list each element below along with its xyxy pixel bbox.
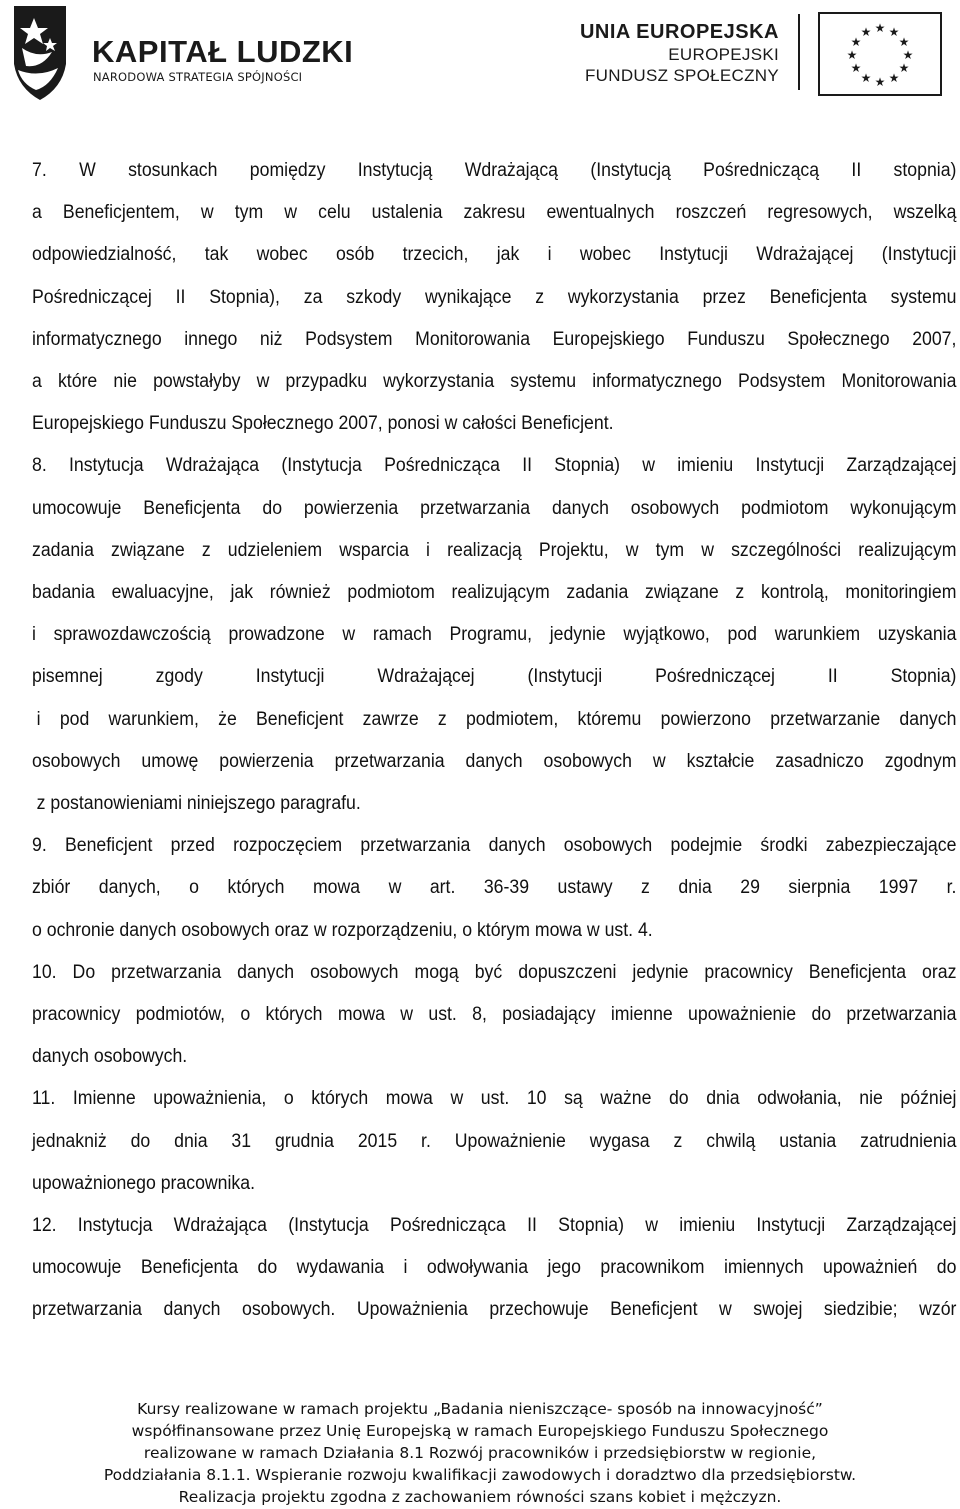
paragraph-9 (32, 825, 956, 952)
svg-text:★: ★ (898, 61, 910, 75)
paragraph-line: jednakniż do dnia 31 grudnia 2015 r. Upoważnienie wygasa z chwilą ustania zatrudnienia (32, 1130, 957, 1152)
paragraph-line: a Beneficjentem, w tym w celu ustalenia zakresu ewentualnych roszczeń regresowych, wszelką (32, 202, 957, 224)
paragraph-line: a które nie powstałyby w przypadku wykorzystania systemu informatycznego Podsystem Monitorowania (32, 371, 957, 393)
paragraph-line: osobowych umowę powierzenia przetwarzania danych osobowych w kształcie zasadniczo zgodnym (32, 750, 957, 772)
paragraph-line: 9. Beneficjent przed rozpoczęciem przetwarzania danych osobowych podejmie środki zabezpieczające (32, 835, 957, 857)
paragraph-line: badania ewaluacyjne, jak również podmiotom realizującym zadania związane z kontrolą, monitoringiem (32, 582, 957, 604)
paragraph-line: z postanowieniami niniejszego paragrafu. (36, 793, 361, 815)
svg-text:★: ★ (874, 21, 886, 35)
paragraph-line: odpowiedzialność, tak wobec osób trzecich, jak i wobec Instytucji Wdrażającej (Instytucji (32, 244, 957, 266)
footer-line: Kursy realizowane w ramach projektu „Badania nieniszczące- sposób na innowacyjność” (137, 1400, 823, 1418)
paragraph-7 (32, 150, 956, 445)
eu-logo-divider (798, 14, 800, 90)
svg-text:★: ★ (888, 25, 900, 39)
page-header (0, 0, 960, 110)
svg-text:★: ★ (850, 61, 862, 75)
paragraph-line: Pośredniczącej II Stopnia), za szkody wynikające z wykorzystania przez Beneficjenta systemu (32, 286, 957, 308)
footer-line: Realizacja projektu zgodna z zachowaniem równości szans kobiet i mężczyzn. (178, 1488, 782, 1506)
paragraph-line: informatycznego innego niż Podsystem Monitorowania Europejskiego Funduszu Społecznego 2007, (32, 328, 957, 350)
paragraph-line: i pod warunkiem, że Beneficjent zawrze z podmiotem, któremu powierzono przetwarzanie danych (36, 708, 957, 730)
paragraph-8 (32, 445, 956, 825)
paragraph-line: zbiór danych, o których mowa w art. 36-39 ustawy z dnia 29 sierpnia 1997 r. (32, 877, 957, 899)
svg-text:★: ★ (860, 71, 872, 85)
document-body (32, 150, 956, 1332)
paragraph-line: 12. Instytucja Wdrażająca (Instytucja Pośrednicząca II Stopnia) w imieniu Instytucji Zarządzającej (32, 1215, 957, 1237)
kapital-ludzki-subtitle: NARODOWA STRATEGIA SPÓJNOŚCI (93, 70, 303, 84)
eu-logo-line3: FUNDUSZ SPOŁECZNY (584, 66, 779, 85)
paragraph-line: pisemnej zgody Instytucji Wdrażającej (Instytucji Pośredniczącej II Stopnia) (32, 666, 957, 688)
page-footer (0, 1398, 960, 1508)
footer-line: realizowane w ramach Działania 8.1 Rozwój pracowników i przedsiębiorstw w regionie, (143, 1444, 817, 1462)
paragraph-11 (32, 1078, 956, 1205)
svg-text:★: ★ (902, 48, 914, 62)
paragraph-line: 10. Do przetwarzania danych osobowych mogą być dopuszczeni jedynie pracownicy Beneficjenta oraz (32, 961, 957, 983)
paragraph-line: zadania związane z udzieleniem wsparcia i realizacją Projektu, w tym w szczególności realizującym (32, 539, 957, 561)
paragraph-line: i sprawozdawczością prowadzone w ramach Programu, jedynie wyjątkowo, pod warunkiem uzyskania (32, 624, 957, 646)
paragraph-line: 8. Instytucja Wdrażająca (Instytucja Pośrednicząca II Stopnia) w imieniu Instytucji Zarządzającej (32, 455, 957, 477)
kapital-ludzki-logo (0, 4, 354, 104)
svg-text:★: ★ (898, 35, 910, 49)
eu-logo-line1: UNIA EUROPEJSKA (579, 21, 779, 43)
paragraph-line: Europejskiego Funduszu Społecznego 2007, ponosi w całości Beneficjent. (32, 413, 614, 435)
paragraph-line: pracownicy podmiotów, o których mowa w ust. 8, posiadający imienne upoważnienie do przetwarzania (32, 1004, 957, 1026)
paragraph-line: 7. W stosunkach pomiędzy Instytucją Wdrażającą (Instytucją Pośredniczącą II stopnia) (32, 160, 957, 181)
paragraph-line: danych osobowych. (32, 1046, 188, 1068)
svg-text:★: ★ (888, 71, 900, 85)
svg-text:★: ★ (860, 25, 872, 39)
eu-logo-line2: EUROPEJSKI (668, 45, 779, 64)
paragraph-line: umocowuje Beneficjenta do wydawania i odwoływania jego pracownikom imiennych upoważnień do (32, 1257, 957, 1279)
paragraph-10 (32, 952, 956, 1079)
eu-logo-text (580, 20, 779, 86)
paragraph-line: o ochronie danych osobowych oraz w rozporządzeniu, o którym mowa w ust. 4. (32, 919, 653, 941)
paragraph-line: przetwarzania danych osobowych. Upoważnienia przechowuje Beneficjent w swojej siedzibie; wzór (32, 1299, 957, 1321)
paragraph-line: upoważnionego pracownika. (32, 1172, 255, 1194)
footer-line: współfinansowane przez Unię Europejską w ramach Europejskiego Funduszu Społecznego (131, 1422, 829, 1440)
footer-line: Poddziałania 8.1.1. Wspieranie rozwoju kwalifikacji zawodowych i doradztwo dla przedsiębiorstw. (103, 1466, 857, 1484)
svg-text:★: ★ (874, 75, 886, 89)
kapital-ludzki-emblem-icon (4, 4, 72, 104)
svg-text:★: ★ (850, 35, 862, 49)
svg-text:★: ★ (846, 48, 858, 62)
eu-logo (579, 10, 955, 100)
kapital-ludzki-title: KAPITAŁ LUDZKI (92, 34, 354, 69)
paragraph-12 (32, 1205, 956, 1332)
paragraph-line: 11. Imienne upoważnienia, o których mowa w ust. 10 są ważne do dnia odwołania, nie później (32, 1088, 957, 1110)
eu-flag-icon (818, 12, 942, 96)
paragraph-line: umocowuje Beneficjenta do powierzenia przetwarzania danych osobowych podmiotom wykonującym (32, 497, 957, 519)
